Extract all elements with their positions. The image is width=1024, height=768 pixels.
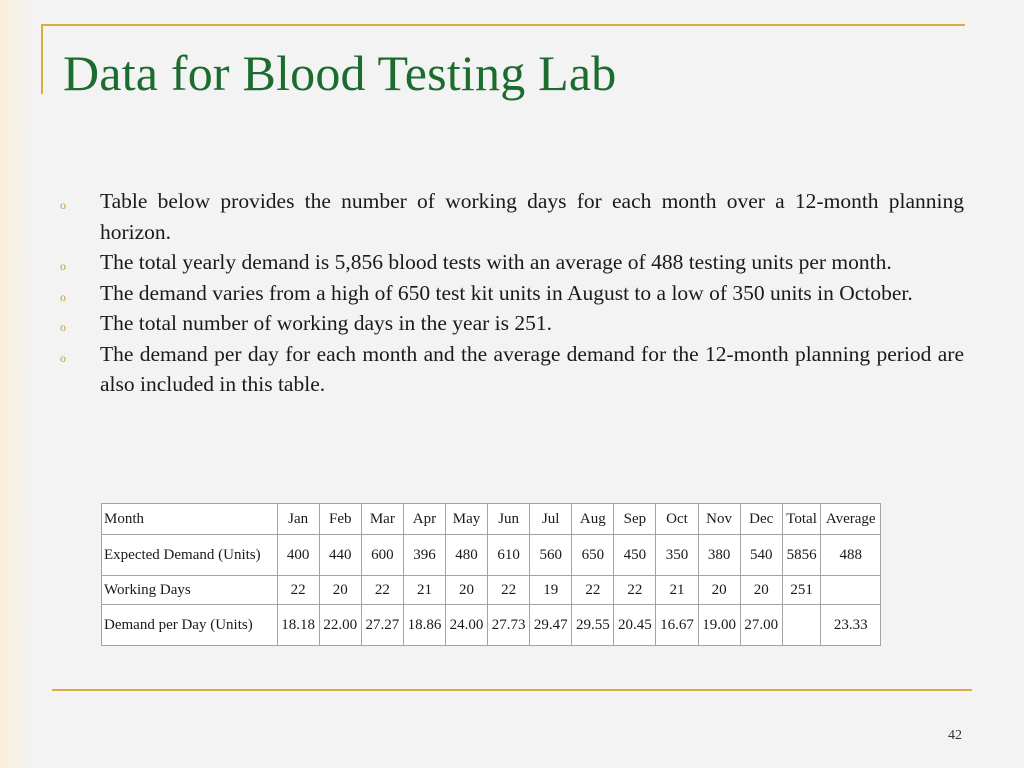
bullet-item: [60, 308, 964, 339]
blood-testing-data-table: [101, 503, 881, 646]
table-header-row: [102, 504, 881, 535]
header-cell: Aug: [572, 504, 614, 535]
table-cell: 20: [740, 576, 782, 605]
table-cell: 24.00: [445, 605, 487, 646]
table-cell: 5856: [782, 535, 821, 576]
table-cell: 350: [656, 535, 698, 576]
table-cell: [782, 605, 821, 646]
page-number: 42: [948, 728, 962, 743]
table-cell: 27.27: [361, 605, 403, 646]
header-cell: May: [445, 504, 487, 535]
row-label: Working Days: [102, 576, 278, 605]
bullet-text: The total yearly demand is 5,856 blood tests with an average of 488 testing units per month.: [100, 250, 892, 274]
bullet-text: The demand varies from a high of 650 test kit units in August to a low of 350 units in October.: [100, 280, 913, 305]
table-cell: 19: [530, 576, 572, 605]
table-cell: 20.45: [614, 605, 656, 646]
table-cell: 540: [740, 535, 782, 576]
table-cell: 396: [403, 535, 445, 576]
table-cell: 650: [572, 535, 614, 576]
bullet-marker: o: [60, 259, 66, 273]
bullet-item: [60, 186, 964, 247]
header-cell: Feb: [319, 504, 361, 535]
table-cell: 400: [277, 535, 319, 576]
table-cell: 600: [361, 535, 403, 576]
bullet-item: [60, 339, 964, 400]
bullet-list: [60, 186, 964, 400]
header-cell: Sep: [614, 504, 656, 535]
bullet-item: [60, 247, 964, 278]
header-cell: Oct: [656, 504, 698, 535]
table-cell: 610: [488, 535, 530, 576]
table-cell: 18.18: [277, 605, 319, 646]
table-cell: 22: [361, 576, 403, 605]
table-cell: 29.47: [530, 605, 572, 646]
table-cell: [821, 576, 881, 605]
table-row: [102, 605, 881, 646]
table-cell: 22: [614, 576, 656, 605]
table-cell: 22: [277, 576, 319, 605]
bullet-text: Table below provides the number of working days for each month over a 12-month planning horizon.: [100, 189, 964, 244]
top-rule: [41, 24, 965, 26]
left-rule: [41, 24, 43, 94]
table-cell: 27.73: [488, 605, 530, 646]
table-cell: 440: [319, 535, 361, 576]
table-cell: 29.55: [572, 605, 614, 646]
bullet-item: [60, 278, 964, 309]
table-cell: 20: [698, 576, 740, 605]
slide-title: Data for Blood Testing Lab: [63, 45, 617, 101]
table-cell: 22: [488, 576, 530, 605]
table-cell: 20: [445, 576, 487, 605]
table-cell: 480: [445, 535, 487, 576]
bullet-marker: o: [60, 320, 66, 334]
header-cell: Jan: [277, 504, 319, 535]
table-cell: 23.33: [821, 605, 881, 646]
table-cell: 19.00: [698, 605, 740, 646]
table-cell: 560: [530, 535, 572, 576]
table-cell: 450: [614, 535, 656, 576]
row-label: Demand per Day (Units): [102, 605, 278, 646]
row-label: Expected Demand (Units): [102, 535, 278, 576]
table-cell: 380: [698, 535, 740, 576]
table-cell: 21: [403, 576, 445, 605]
bullet-marker: o: [60, 198, 66, 212]
bottom-rule: [52, 689, 972, 691]
header-cell: Nov: [698, 504, 740, 535]
bullet-marker: o: [60, 289, 66, 304]
table-row: [102, 535, 881, 576]
bullet-text: The total number of working days in the year is 251.: [100, 311, 552, 335]
table-cell: 20: [319, 576, 361, 605]
table-cell: 22: [572, 576, 614, 605]
table-cell: 21: [656, 576, 698, 605]
table-cell: 488: [821, 535, 881, 576]
table-cell: 27.00: [740, 605, 782, 646]
header-cell: Month: [102, 504, 278, 535]
table-cell: 251: [782, 576, 821, 605]
header-cell: Jul: [530, 504, 572, 535]
table-cell: 22.00: [319, 605, 361, 646]
header-cell: Average: [821, 504, 881, 535]
bullet-marker: o: [60, 350, 66, 365]
table-cell: 18.86: [403, 605, 445, 646]
header-cell: Jun: [488, 504, 530, 535]
table-row: [102, 576, 881, 605]
header-cell: Mar: [361, 504, 403, 535]
header-cell: Apr: [403, 504, 445, 535]
header-cell: Total: [782, 504, 821, 535]
bullet-text: The demand per day for each month and the average demand for the 12-month planning period are also included in this table.: [100, 341, 964, 396]
table-cell: 16.67: [656, 605, 698, 646]
left-gradient-strip: [0, 0, 34, 768]
header-cell: Dec: [740, 504, 782, 535]
